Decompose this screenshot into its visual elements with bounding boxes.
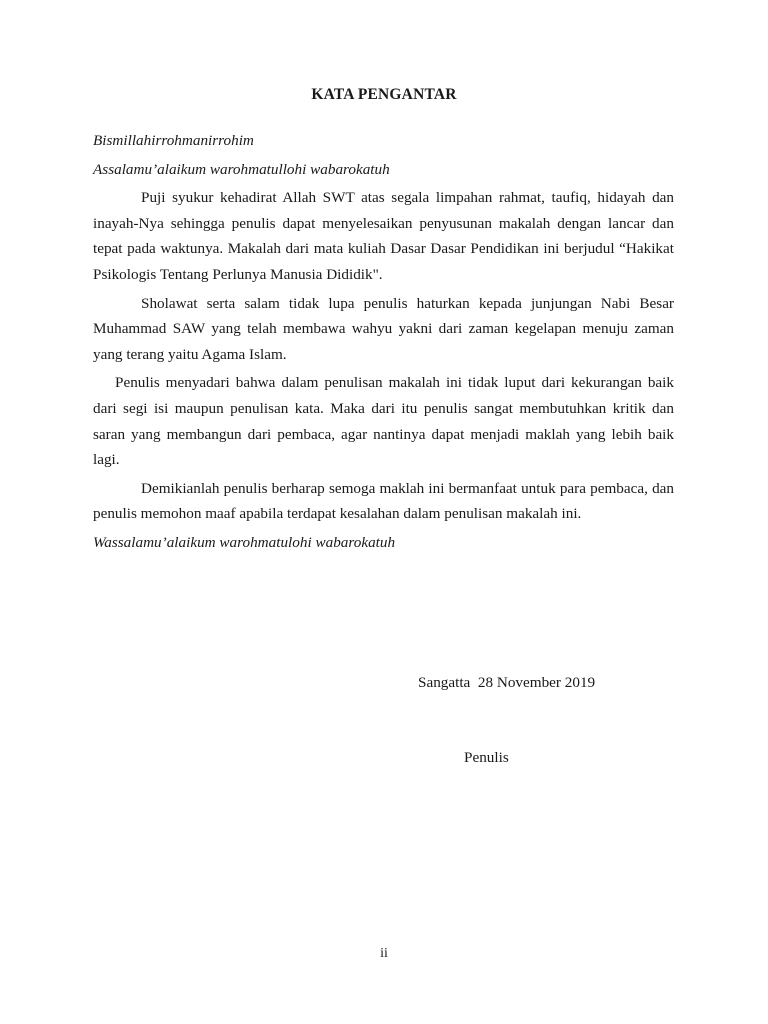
signer-name: Penulis <box>464 749 509 766</box>
opening-greeting: Assalamu’alaikum warohmatullohi wabarokatuh <box>93 160 390 178</box>
paragraph-gratitude: Puji syukur kehadirat Allah SWT atas segala limpahan rahmat, taufiq, hidayah dan inayah-Nya sehingga penulis dapat menyelesaikan penyusunan makalah dengan lancar dan tepat pada waktunya. Makalah dari mata kuliah Dasar Dasar Pendidikan ini berjudul “Hakikat Psikologis Tentang Perlunya Manusia Dididik". <box>93 189 674 283</box>
opening-basmalah: Bismillahirrohmanirrohim <box>93 132 254 149</box>
paragraph-acknowledgement: Penulis menyadari bahwa dalam penulisan makalah ini tidak luput dari kekurangan baik dari segi isi maupun penulisan kata. Maka dari itu penulis sangat membutuhkan kritik dan saran yang membangun dari pembaca, agar nantinya dapat menjadi maklah yang lebih baik lagi. <box>93 374 674 469</box>
paragraph-closing-hope: Demikianlah penulis berharap semoga maklah ini bermanfaat untuk para pembaca, dan penulis memohon maaf apabila terdapat kesalahan dalam penulisan makalah ini. <box>93 479 674 523</box>
paragraph-sholawat: Sholawat serta salam tidak lupa penulis haturkan kepada junjungan Nabi Besar Muhammad SAW yang telah membawa wahyu yakni dari zaman kegelapan menuju zaman yang terang yaitu Agama Islam. <box>93 294 674 363</box>
place-date: Sangatta 28 November 2019 <box>418 674 596 691</box>
page-number: ii <box>380 946 388 961</box>
page-title: KATA PENGANTAR <box>311 86 457 103</box>
body-text <box>93 128 674 556</box>
closing-greeting: Wassalamu’alaikum warohmatulohi wabarokatuh <box>93 533 396 551</box>
